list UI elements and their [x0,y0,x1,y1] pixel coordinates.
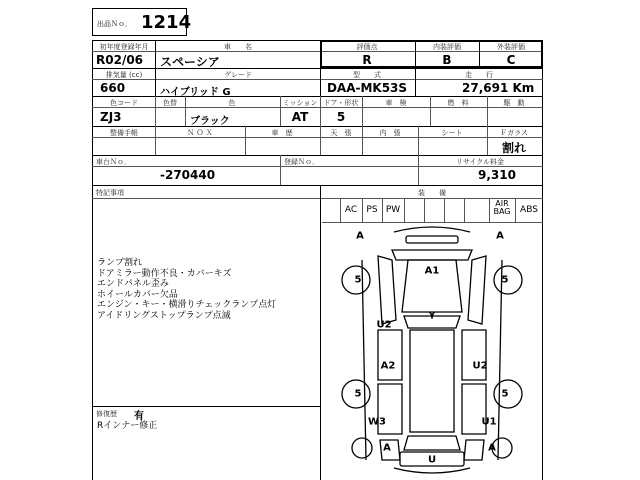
front-bumper [394,227,470,232]
grid-line [185,96,186,126]
grid-line [418,126,419,155]
mark-rear-bumper: U [427,454,437,466]
nox-label: Ｎ Ｏ Ｘ [187,129,213,137]
grid-line [92,40,543,41]
grid-line [320,96,321,126]
grid-line [415,68,416,96]
note-line: ドアミラー動作不良・カバーキズ [97,268,232,279]
grid-line [92,126,543,127]
chassis-label: 車台Ｎｏ． [96,158,131,166]
lot-number-label: 出品Ｎｏ． [97,20,132,28]
exterior-label: 外装評価 [497,43,525,51]
repair-label: 修復歴 [96,410,117,418]
color-code-value: ZJ3 [100,110,122,124]
mark-right-quarter: U1 [481,416,497,428]
mark-rear-left: A [383,442,391,454]
glass-label: Ｆガラス [500,129,528,137]
grid-line [92,185,543,186]
grid-line [362,96,363,126]
grid-line [155,68,156,96]
grid-line [280,96,281,126]
lot-number: 1214 [141,12,192,33]
mark-tire-front-right: 5 [501,274,509,286]
equipment-label: 装 備 [418,189,446,197]
right-quarter [464,440,484,460]
interior-trim-label: 内 張 [379,129,401,137]
inspection-label: 車 検 [385,99,407,107]
equip-pw: PW [385,205,401,215]
equip-ps: PS [366,205,378,215]
rear-bumper [394,468,470,473]
color-code-label: 色コード [110,99,138,107]
mark-rear-right: A [488,442,496,454]
notes-label: 特記事項 [96,189,124,197]
grid-line [464,198,465,222]
grid-line [320,185,321,480]
right-front-door [462,330,486,380]
color-sys-label: 色替 [163,99,177,107]
right-fender [468,256,486,324]
note-line: エンジン・キー・横滑りチェックランプ点灯 [97,300,277,310]
grid-line [362,198,363,222]
grid-line [404,198,405,222]
equip-airbag-bottom: BAG [493,207,511,216]
grid-line [320,68,321,96]
note-line: エンドパネル歪み [97,279,169,289]
note-line: ランプ割れ [97,258,143,268]
doors-value: 5 [336,110,346,124]
grid-line [424,198,425,222]
color-value: ブラック [190,116,230,127]
displacement-label: 排気量 (cc) [105,71,143,79]
grid-line [155,96,156,126]
grid-line [92,406,320,407]
chassis-value: -270440 [160,168,216,182]
reg-no-label: 登録Ｎｏ． [284,158,319,166]
grade-label: グレード [224,71,252,79]
grid-line [479,40,480,68]
lot-number-box [92,8,192,36]
mark-tire-front-left: 5 [354,274,362,286]
recycle-value: 9,310 [478,168,516,182]
grid-line [362,126,363,155]
car-name-value: スペーシア [160,55,220,69]
mark-roof: Y [428,310,436,322]
repair-value: 有 [134,411,144,422]
grid-line [320,126,321,155]
transmission-label: ミッション [282,99,318,107]
mark-left-door: U2 [376,319,392,331]
grid-line [92,137,543,138]
grid-line [155,40,156,68]
notes-list [97,258,276,321]
grid-line [92,51,543,52]
mark-front-right: A [496,230,504,242]
grid-line [320,40,321,68]
interior-label: 内装評価 [433,43,461,51]
doors-label: ドア・形状 [323,99,359,107]
recycle-label: リサイクル料金 [455,158,505,166]
grid-line [382,198,383,222]
hood-front [392,250,472,260]
equip-abs: ABS [520,205,538,215]
wheel-cover-rear-left [352,438,372,458]
grid-line [487,126,488,155]
grid-line [155,126,156,155]
grid-line [415,40,416,68]
color-label: 色 [228,99,236,107]
interior-value: B [442,53,452,67]
note-line: アイドリングストップランプ点滅 [97,310,231,321]
model-label: 型 式 [353,71,381,79]
grid-line [418,155,419,185]
repair-note: Rインナー修正 [97,421,158,431]
score-value: R [362,53,372,67]
grid-line [444,198,445,222]
glass-value: 割れ [501,141,527,155]
history-label: 車 歴 [271,129,293,137]
grid-line [430,96,431,126]
mark-hood: A1 [424,265,440,277]
car-damage-diagram [322,220,543,480]
grid-line [487,96,488,126]
exterior-value: C [506,53,516,67]
mileage-label: 走 行 [465,71,493,79]
car-name-label: 車 名 [224,43,252,51]
left-fender [378,256,396,324]
note-line: ホイールカバー欠品 [97,289,178,300]
seat-label: シート [441,129,463,137]
grid-line [92,107,543,108]
grid-line [245,126,246,155]
mark-right-rear-door: U2 [472,360,488,372]
front-grille [406,236,458,243]
mark-front-left: A [356,230,364,242]
displacement-value: 660 [100,81,126,95]
equip-airbag [493,200,510,216]
fuel-label: 燃 料 [447,99,469,107]
mark-left-rear: A2 [380,360,396,372]
mark-left-quarter: W3 [368,416,386,428]
left-front-door [378,330,402,380]
transmission-value: AT [291,110,309,124]
grid-line [340,198,341,222]
grid-line [280,155,281,185]
mark-tire-rear-right: 5 [501,388,509,400]
grid-line [515,198,516,222]
equip-airbag-top: AIR [495,199,509,208]
roof-label: 天 張 [330,129,352,137]
mileage-value: 27,691 Km [462,81,535,95]
grid-line [92,155,543,156]
first-reg-value: R02/06 [96,53,144,67]
rear-window [404,436,460,450]
grid-line [489,198,490,222]
equip-ac: AC [344,205,358,215]
drive-label: 駆 動 [503,99,525,107]
model-value: DAA-MK53S [326,81,408,95]
grid-line [92,198,543,199]
roof [410,330,454,432]
mark-tire-rear-left: 5 [354,388,362,400]
score-label: 評価点 [356,43,378,51]
grade-value: ハイブリッド G [160,87,231,98]
first-reg-label: 初年度登録年月 [99,43,149,51]
manual-label: 整備手帳 [110,129,138,137]
